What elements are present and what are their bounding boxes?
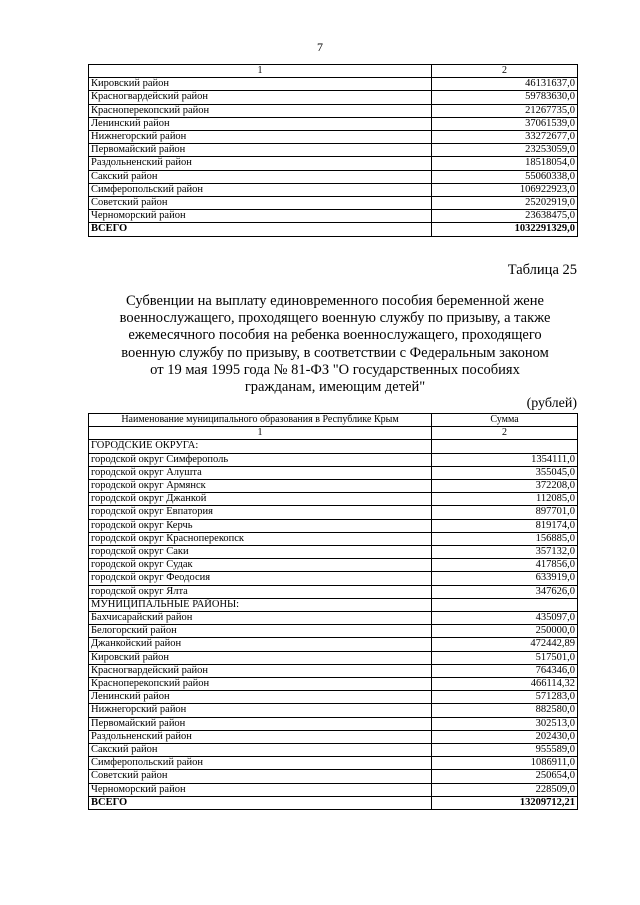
total-row <box>89 796 578 809</box>
table-row <box>89 532 578 545</box>
row-name: Ленинский район <box>89 117 432 130</box>
table-row <box>89 598 578 611</box>
row-value: 417856,0 <box>432 559 578 572</box>
row-name: Красногвардейский район <box>89 664 432 677</box>
row-value: 25202919,0 <box>432 197 578 210</box>
row-name: МУНИЦИПАЛЬНЫЕ РАЙОНЫ: <box>89 598 432 611</box>
row-name: городской округ Керчь <box>89 519 432 532</box>
table-row <box>89 572 578 585</box>
table-row <box>89 210 578 223</box>
table-row <box>89 493 578 506</box>
table-row <box>89 91 578 104</box>
row-name: городской округ Судак <box>89 559 432 572</box>
row-value: 819174,0 <box>432 519 578 532</box>
table-row <box>89 651 578 664</box>
units-label: (рублей) <box>526 396 577 411</box>
column-number-1: 1 <box>89 427 432 440</box>
row-value: 435097,0 <box>432 612 578 625</box>
row-name: Красногвардейский район <box>89 91 432 104</box>
table-row <box>89 638 578 651</box>
row-value: 347626,0 <box>432 585 578 598</box>
row-value: 106922923,0 <box>432 183 578 196</box>
row-value: 21267735,0 <box>432 104 578 117</box>
heading-line: военную службу по призыву, в соответствии с Федеральным законом <box>121 344 549 361</box>
row-name: Симферопольский район <box>89 757 432 770</box>
column-number-2: 2 <box>432 65 578 78</box>
row-name: Раздольненский район <box>89 157 432 170</box>
table-column-numbers <box>89 427 578 440</box>
row-name: городской округ Саки <box>89 546 432 559</box>
table-row <box>89 480 578 493</box>
row-value: 357132,0 <box>432 546 578 559</box>
row-value: 33272677,0 <box>432 131 578 144</box>
row-name: Белогорский район <box>89 625 432 638</box>
row-name: городской округ Ялта <box>89 585 432 598</box>
column-header-name: Наименование муниципального образования в Республике Крым <box>89 414 432 427</box>
row-value: 250654,0 <box>432 770 578 783</box>
row-name: Красноперекопский район <box>89 678 432 691</box>
row-value: 955589,0 <box>432 744 578 757</box>
row-name: Раздольненский район <box>89 730 432 743</box>
table-row <box>89 453 578 466</box>
row-value: 112085,0 <box>432 493 578 506</box>
table-heading <box>100 293 570 396</box>
row-name: городской округ Армянск <box>89 480 432 493</box>
row-value: 1086911,0 <box>432 757 578 770</box>
table-row <box>89 625 578 638</box>
row-value: 372208,0 <box>432 480 578 493</box>
row-value: 55060338,0 <box>432 170 578 183</box>
row-value: 1354111,0 <box>432 453 578 466</box>
row-value: 355045,0 <box>432 466 578 479</box>
row-name: Кировский район <box>89 651 432 664</box>
row-name: Ленинский район <box>89 691 432 704</box>
row-name: Первомайский район <box>89 144 432 157</box>
row-value <box>432 440 578 453</box>
row-value: 18518054,0 <box>432 157 578 170</box>
row-name: Джанкойский район <box>89 638 432 651</box>
row-value: 202430,0 <box>432 730 578 743</box>
row-value: 156885,0 <box>432 532 578 545</box>
row-value: 897701,0 <box>432 506 578 519</box>
table-row <box>89 704 578 717</box>
table-row <box>89 664 578 677</box>
row-name: Красноперекопский район <box>89 104 432 117</box>
heading-line: ежемесячного пособия на ребенка военнослужащего, проходящего <box>128 327 542 344</box>
page-number: 7 <box>317 40 323 54</box>
row-name: городской округ Симферополь <box>89 453 432 466</box>
column-number-2: 2 <box>432 427 578 440</box>
row-name: ГОРОДСКИЕ ОКРУГА: <box>89 440 432 453</box>
row-value: 302513,0 <box>432 717 578 730</box>
total-row <box>89 223 578 236</box>
row-name: Нижнегорский район <box>89 131 432 144</box>
table-row <box>89 144 578 157</box>
row-name: Симферопольский район <box>89 183 432 196</box>
row-value: 633919,0 <box>432 572 578 585</box>
total-value: 13209712,21 <box>432 796 578 809</box>
heading-line: военнослужащего, проходящего военную службу по призыву, а также <box>119 310 551 327</box>
row-name: городской округ Джанкой <box>89 493 432 506</box>
row-value: 764346,0 <box>432 664 578 677</box>
row-name: Сакский район <box>89 744 432 757</box>
heading-line: от 19 мая 1995 года № 81-ФЗ "О государственных пособиях <box>150 361 520 378</box>
table-row <box>89 170 578 183</box>
table-row <box>89 730 578 743</box>
row-value: 37061539,0 <box>432 117 578 130</box>
table-row <box>89 546 578 559</box>
row-name: городской округ Евпатория <box>89 506 432 519</box>
row-value: 472442,89 <box>432 638 578 651</box>
row-name: Кировский район <box>89 78 432 91</box>
row-name: Бахчисарайский район <box>89 612 432 625</box>
row-name: городской округ Красноперекопск <box>89 532 432 545</box>
table-row <box>89 783 578 796</box>
table-row <box>89 585 578 598</box>
table-row <box>89 744 578 757</box>
row-name: Советский район <box>89 770 432 783</box>
table-row <box>89 157 578 170</box>
row-name: Первомайский район <box>89 717 432 730</box>
row-value: 571283,0 <box>432 691 578 704</box>
row-name: Черноморский район <box>89 210 432 223</box>
table-row <box>89 678 578 691</box>
total-label: ВСЕГО <box>89 796 432 809</box>
row-name: Советский район <box>89 197 432 210</box>
table-row <box>89 717 578 730</box>
table-row <box>89 183 578 196</box>
table-row <box>89 691 578 704</box>
row-value: 23253059,0 <box>432 144 578 157</box>
row-value: 250000,0 <box>432 625 578 638</box>
subsidy-table <box>88 413 578 810</box>
row-value: 882580,0 <box>432 704 578 717</box>
row-value <box>432 598 578 611</box>
table-row <box>89 559 578 572</box>
table-row <box>89 757 578 770</box>
table-header-row <box>89 414 578 427</box>
heading-line: Субвенции на выплату единовременного пособия беременной жене <box>126 293 544 309</box>
table-column-numbers <box>89 65 578 78</box>
row-name: Сакский район <box>89 170 432 183</box>
table-row <box>89 770 578 783</box>
heading-line: гражданам, имеющим детей" <box>244 379 426 396</box>
table-row <box>89 466 578 479</box>
table-row <box>89 78 578 91</box>
table-row <box>89 104 578 117</box>
table-row <box>89 117 578 130</box>
row-name: городской округ Феодосия <box>89 572 432 585</box>
row-name: Черноморский район <box>89 783 432 796</box>
row-name: Нижнегорский район <box>89 704 432 717</box>
row-value: 46131637,0 <box>432 78 578 91</box>
total-value: 1032291329,0 <box>432 223 578 236</box>
table-row <box>89 197 578 210</box>
row-name: городской округ Алушта <box>89 466 432 479</box>
table-row <box>89 612 578 625</box>
table-row <box>89 506 578 519</box>
row-value: 228509,0 <box>432 783 578 796</box>
table-row <box>89 131 578 144</box>
table-row <box>89 519 578 532</box>
table-label: Таблица 25 <box>507 262 577 278</box>
row-value: 59783630,0 <box>432 91 578 104</box>
row-value: 466114,32 <box>432 678 578 691</box>
allocation-table-continued <box>88 64 578 237</box>
row-value: 23638475,0 <box>432 210 578 223</box>
row-value: 517501,0 <box>432 651 578 664</box>
total-label: ВСЕГО <box>89 223 432 236</box>
column-number-1: 1 <box>89 65 432 78</box>
table-row <box>89 440 578 453</box>
column-header-sum: Сумма <box>432 414 578 427</box>
